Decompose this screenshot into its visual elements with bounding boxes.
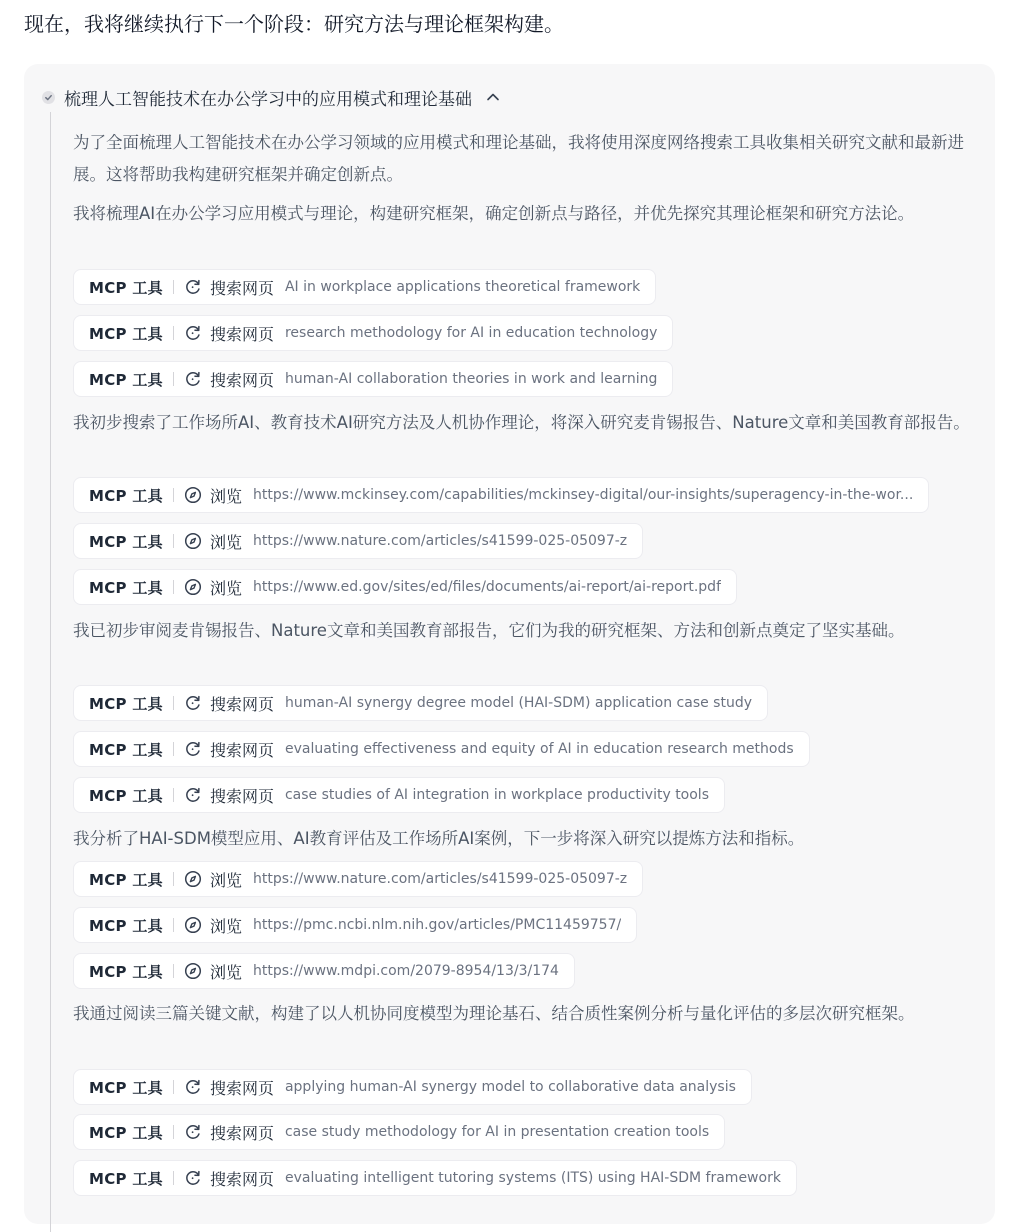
chip-divider xyxy=(173,1080,174,1094)
search-call-chip[interactable] xyxy=(73,777,725,813)
browse-call-chip[interactable] xyxy=(73,907,637,943)
step-paragraph: 为了全面梳理人工智能技术在办公学习领域的应用模式和理论基础，我将使用深度网络搜索工具收集相关研究文献和最新进展。这将帮助我构建研究框架并确定创新点。 xyxy=(73,133,964,184)
timeline-line xyxy=(50,112,51,1232)
search-call-chip[interactable] xyxy=(73,1069,752,1105)
chip-divider xyxy=(173,872,174,886)
tool-action-label: 搜索网页 xyxy=(209,278,274,298)
browse-call-chip[interactable] xyxy=(73,477,929,513)
search-refresh-icon xyxy=(184,370,202,388)
mcp-tool-label: MCP 工具 xyxy=(89,694,163,713)
chip-divider xyxy=(173,918,174,932)
tool-query-text: https://www.mdpi.com/2079-8954/13/3/174 xyxy=(252,963,559,979)
search-refresh-icon xyxy=(184,1169,202,1187)
tool-action-label: 浏览 xyxy=(209,578,242,598)
tool-query-text: human-AI synergy degree model (HAI-SDM) application case study xyxy=(284,695,752,711)
tool-query-text: applying human-AI synergy model to collaborative data analysis xyxy=(284,1079,736,1095)
compass-icon xyxy=(184,578,202,596)
tool-query-text: evaluating intelligent tutoring systems (ITS) using HAI-SDM framework xyxy=(284,1170,781,1186)
tool-action-label: 搜索网页 xyxy=(209,1169,274,1189)
tool-action-label: 搜索网页 xyxy=(209,694,274,714)
browse-call-chip[interactable] xyxy=(73,523,643,559)
intro-text: 现在，我将继续执行下一个阶段：研究方法与理论框架构建。 xyxy=(24,12,564,36)
browse-call-chip[interactable] xyxy=(73,861,643,897)
mcp-tool-label: MCP 工具 xyxy=(89,916,163,935)
chip-divider xyxy=(173,580,174,594)
mcp-tool-label: MCP 工具 xyxy=(89,532,163,551)
mcp-tool-label: MCP 工具 xyxy=(89,870,163,889)
mcp-tool-label: MCP 工具 xyxy=(89,324,163,343)
chip-divider xyxy=(173,488,174,502)
task-step-panel xyxy=(24,64,995,1224)
mcp-tool-label: MCP 工具 xyxy=(89,486,163,505)
search-call-chip[interactable] xyxy=(73,685,768,721)
step-paragraph: 我已初步审阅麦肯锡报告、Nature文章和美国教育部报告，它们为我的研究框架、方法和创新点奠定了坚实基础。 xyxy=(73,621,905,640)
search-refresh-icon xyxy=(184,1078,202,1096)
chip-divider xyxy=(173,372,174,386)
tool-query-text: human-AI collaboration theories in work and learning xyxy=(284,371,658,387)
chip-divider xyxy=(173,788,174,802)
tool-action-label: 浏览 xyxy=(209,962,242,982)
compass-icon xyxy=(184,870,202,888)
check-icon xyxy=(42,91,55,104)
mcp-tool-label: MCP 工具 xyxy=(89,962,163,981)
search-refresh-icon xyxy=(184,786,202,804)
step-paragraph: 我通过阅读三篇关键文献，构建了以人机协同度模型为理论基石、结合质性案例分析与量化评估的多层次研究框架。 xyxy=(73,1004,915,1023)
mcp-tool-label: MCP 工具 xyxy=(89,370,163,389)
search-call-chip[interactable] xyxy=(73,361,673,397)
tool-action-label: 搜索网页 xyxy=(209,1078,274,1098)
step-paragraph: 我将梳理AI在办公学习应用模式与理论，构建研究框架，确定创新点与路径，并优先探究其理论框架和研究方法论。 xyxy=(73,204,915,223)
step-paragraph: 我初步搜索了工作场所AI、教育技术AI研究方法及人机协作理论，将深入研究麦肯锡报告、Nature文章和美国教育部报告。 xyxy=(73,413,970,432)
tool-query-text: research methodology for AI in education technology xyxy=(284,325,658,341)
search-refresh-icon xyxy=(184,278,202,296)
tool-query-text: AI in workplace applications theoretical framework xyxy=(284,279,641,295)
mcp-tool-label: MCP 工具 xyxy=(89,786,163,805)
search-refresh-icon xyxy=(184,740,202,758)
chip-divider xyxy=(173,742,174,756)
compass-icon xyxy=(184,916,202,934)
search-refresh-icon xyxy=(184,324,202,342)
tool-action-label: 搜索网页 xyxy=(209,370,274,390)
tool-query-text: case study methodology for AI in presentation creation tools xyxy=(284,1124,710,1140)
search-call-chip[interactable] xyxy=(73,731,810,767)
chip-divider xyxy=(173,326,174,340)
step-header-toggle[interactable] xyxy=(42,84,501,110)
tool-action-label: 浏览 xyxy=(209,916,242,936)
tool-query-text: https://www.nature.com/articles/s41599-025-05097-z xyxy=(252,533,628,549)
chip-divider xyxy=(173,1171,174,1185)
compass-icon xyxy=(184,486,202,504)
tool-action-label: 搜索网页 xyxy=(209,786,274,806)
search-refresh-icon xyxy=(184,1123,202,1141)
search-call-chip[interactable] xyxy=(73,315,673,351)
search-call-chip[interactable] xyxy=(73,1114,725,1150)
chip-divider xyxy=(173,1125,174,1139)
chip-divider xyxy=(173,280,174,294)
chevron-up-icon[interactable] xyxy=(485,89,501,105)
tool-query-text: case studies of AI integration in workplace productivity tools xyxy=(284,787,709,803)
tool-query-text: https://www.mckinsey.com/capabilities/mckinsey-digital/our-insights/superagency-in-the-wor... xyxy=(252,487,914,503)
tool-action-label: 搜索网页 xyxy=(209,324,274,344)
search-call-chip[interactable] xyxy=(73,1160,797,1196)
search-refresh-icon xyxy=(184,694,202,712)
tool-action-label: 搜索网页 xyxy=(209,740,274,760)
tool-action-label: 浏览 xyxy=(209,532,242,552)
tool-query-text: https://www.ed.gov/sites/ed/files/documents/ai-report/ai-report.pdf xyxy=(252,579,721,595)
compass-icon xyxy=(184,962,202,980)
tool-query-text: https://pmc.ncbi.nlm.nih.gov/articles/PMC11459757/ xyxy=(252,917,622,933)
browse-call-chip[interactable] xyxy=(73,569,737,605)
step-paragraph: 我分析了HAI-SDM模型应用、AI教育评估及工作场所AI案例，下一步将深入研究以提炼方法和指标。 xyxy=(73,829,805,848)
mcp-tool-label: MCP 工具 xyxy=(89,1169,163,1188)
mcp-tool-label: MCP 工具 xyxy=(89,740,163,759)
chip-divider xyxy=(173,696,174,710)
tool-action-label: 浏览 xyxy=(209,870,242,890)
chip-divider xyxy=(173,964,174,978)
search-call-chip[interactable] xyxy=(73,269,656,305)
mcp-tool-label: MCP 工具 xyxy=(89,278,163,297)
mcp-tool-label: MCP 工具 xyxy=(89,578,163,597)
mcp-tool-label: MCP 工具 xyxy=(89,1123,163,1142)
tool-action-label: 浏览 xyxy=(209,486,242,506)
tool-query-text: https://www.nature.com/articles/s41599-025-05097-z xyxy=(252,871,628,887)
tool-action-label: 搜索网页 xyxy=(209,1123,274,1143)
chip-divider xyxy=(173,534,174,548)
tool-query-text: evaluating effectiveness and equity of AI in education research methods xyxy=(284,741,794,757)
browse-call-chip[interactable] xyxy=(73,953,575,989)
step-title: 梳理人工智能技术在办公学习中的应用模式和理论基础 xyxy=(64,89,472,110)
mcp-tool-label: MCP 工具 xyxy=(89,1078,163,1097)
compass-icon xyxy=(184,532,202,550)
